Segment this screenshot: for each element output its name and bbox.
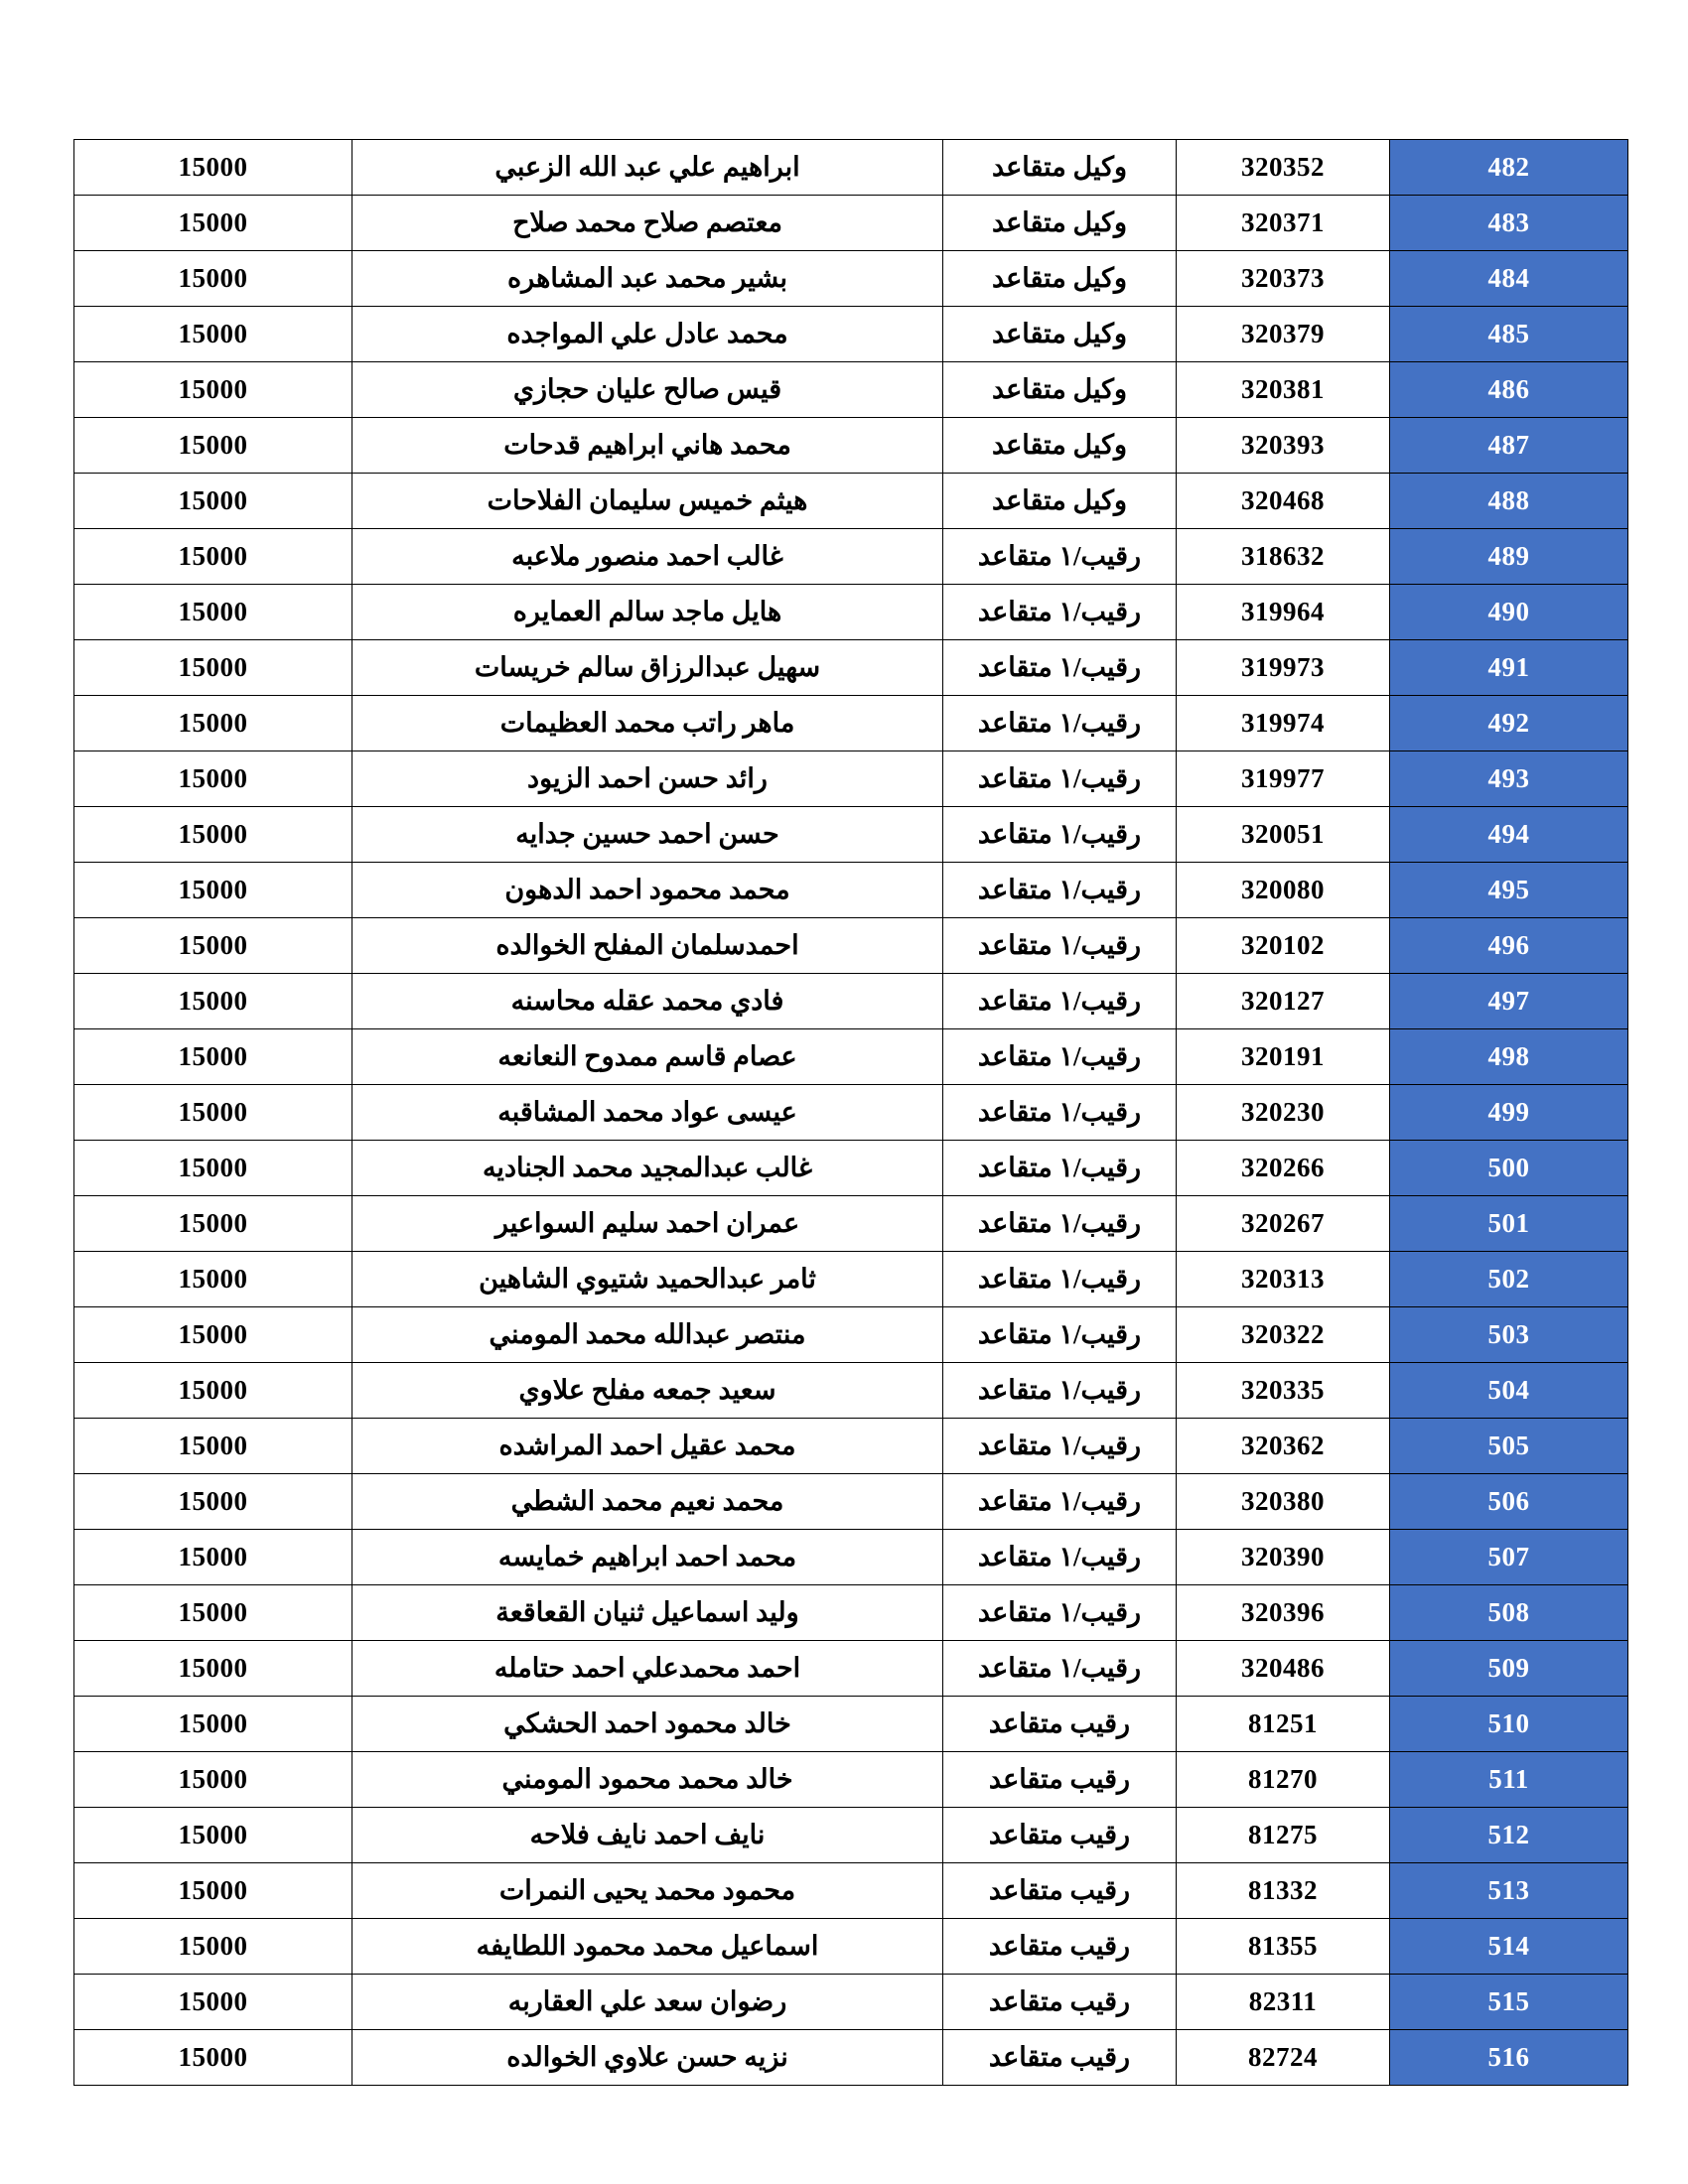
- row-name-cell: اسماعيل محمد محمود اللطايفه: [352, 1919, 943, 1975]
- table-row: [74, 474, 1628, 529]
- row-name-cell: عيسى عواد محمد المشاقبه: [352, 1085, 943, 1141]
- table-row: [74, 1585, 1628, 1641]
- row-index-cell: 497: [1390, 974, 1628, 1029]
- row-name-cell: ابراهيم علي عبد الله الزعبي: [352, 140, 943, 196]
- row-name-cell: غالب عبدالمجيد محمد الجناديه: [352, 1141, 943, 1196]
- row-rank-cell: رقيب/١ متقاعد: [943, 1252, 1177, 1307]
- row-rank-cell: رقيب/١ متقاعد: [943, 863, 1177, 918]
- table-row: [74, 1141, 1628, 1196]
- table-row: [74, 1029, 1628, 1085]
- row-amount-cell: 15000: [74, 696, 352, 751]
- row-rank-cell: رقيب/١ متقاعد: [943, 1363, 1177, 1419]
- row-index-cell: 485: [1390, 307, 1628, 362]
- table-row: [74, 2030, 1628, 2086]
- row-id-cell: 82724: [1177, 2030, 1390, 2086]
- row-rank-cell: رقيب/١ متقاعد: [943, 1196, 1177, 1252]
- row-amount-cell: 15000: [74, 1085, 352, 1141]
- row-index-cell: 503: [1390, 1307, 1628, 1363]
- row-rank-cell: وكيل متقاعد: [943, 474, 1177, 529]
- row-id-cell: 81275: [1177, 1808, 1390, 1863]
- row-name-cell: غالب احمد منصور ملاعبه: [352, 529, 943, 585]
- row-amount-cell: 15000: [74, 1919, 352, 1975]
- row-index-cell: 493: [1390, 751, 1628, 807]
- row-rank-cell: رقيب متقاعد: [943, 1697, 1177, 1752]
- row-index-cell: 507: [1390, 1530, 1628, 1585]
- row-id-cell: 320468: [1177, 474, 1390, 529]
- row-name-cell: ثامر عبدالحميد شتيوي الشاهين: [352, 1252, 943, 1307]
- row-name-cell: عصام قاسم ممدوح النعانعه: [352, 1029, 943, 1085]
- row-id-cell: 82311: [1177, 1975, 1390, 2030]
- row-name-cell: خالد محمد محمود المومني: [352, 1752, 943, 1808]
- row-rank-cell: رقيب/١ متقاعد: [943, 918, 1177, 974]
- table-row: [74, 196, 1628, 251]
- row-rank-cell: وكيل متقاعد: [943, 196, 1177, 251]
- table-row: [74, 1808, 1628, 1863]
- row-amount-cell: 15000: [74, 1585, 352, 1641]
- row-rank-cell: رقيب/١ متقاعد: [943, 529, 1177, 585]
- row-name-cell: قيس صالح عليان حجازي: [352, 362, 943, 418]
- row-rank-cell: وكيل متقاعد: [943, 140, 1177, 196]
- row-rank-cell: رقيب/١ متقاعد: [943, 807, 1177, 863]
- row-amount-cell: 15000: [74, 585, 352, 640]
- row-amount-cell: 15000: [74, 307, 352, 362]
- row-amount-cell: 15000: [74, 1029, 352, 1085]
- row-index-cell: 510: [1390, 1697, 1628, 1752]
- row-rank-cell: وكيل متقاعد: [943, 418, 1177, 474]
- row-id-cell: 320486: [1177, 1641, 1390, 1697]
- table-body: [74, 140, 1628, 2086]
- table-row: [74, 863, 1628, 918]
- row-id-cell: 320393: [1177, 418, 1390, 474]
- row-name-cell: خالد محمود احمد الحشكي: [352, 1697, 943, 1752]
- row-amount-cell: 15000: [74, 1530, 352, 1585]
- row-rank-cell: رقيب/١ متقاعد: [943, 1141, 1177, 1196]
- row-amount-cell: 15000: [74, 2030, 352, 2086]
- table-row: [74, 1474, 1628, 1530]
- row-id-cell: 318632: [1177, 529, 1390, 585]
- row-amount-cell: 15000: [74, 918, 352, 974]
- row-id-cell: 320380: [1177, 1474, 1390, 1530]
- table-row: [74, 1919, 1628, 1975]
- row-rank-cell: رقيب/١ متقاعد: [943, 1085, 1177, 1141]
- row-amount-cell: 15000: [74, 362, 352, 418]
- row-index-cell: 504: [1390, 1363, 1628, 1419]
- row-amount-cell: 15000: [74, 140, 352, 196]
- table-row: [74, 696, 1628, 751]
- row-index-cell: 484: [1390, 251, 1628, 307]
- table-row: [74, 529, 1628, 585]
- row-index-cell: 491: [1390, 640, 1628, 696]
- row-amount-cell: 15000: [74, 751, 352, 807]
- row-id-cell: 320080: [1177, 863, 1390, 918]
- row-amount-cell: 15000: [74, 1863, 352, 1919]
- row-amount-cell: 15000: [74, 1975, 352, 2030]
- row-name-cell: نزيه حسن علاوي الخوالده: [352, 2030, 943, 2086]
- row-rank-cell: رقيب/١ متقاعد: [943, 1530, 1177, 1585]
- row-name-cell: محمد محمود احمد الدهون: [352, 863, 943, 918]
- row-name-cell: رائد حسن احمد الزيود: [352, 751, 943, 807]
- row-id-cell: 319974: [1177, 696, 1390, 751]
- table-row: [74, 1307, 1628, 1363]
- row-index-cell: 516: [1390, 2030, 1628, 2086]
- row-name-cell: حسن احمد حسين جدايه: [352, 807, 943, 863]
- row-id-cell: 319964: [1177, 585, 1390, 640]
- row-id-cell: 319973: [1177, 640, 1390, 696]
- table-row: [74, 918, 1628, 974]
- row-rank-cell: رقيب/١ متقاعد: [943, 585, 1177, 640]
- table-row: [74, 1863, 1628, 1919]
- row-index-cell: 500: [1390, 1141, 1628, 1196]
- row-rank-cell: رقيب متقاعد: [943, 1863, 1177, 1919]
- row-id-cell: 320322: [1177, 1307, 1390, 1363]
- row-index-cell: 483: [1390, 196, 1628, 251]
- row-id-cell: 320335: [1177, 1363, 1390, 1419]
- row-rank-cell: رقيب متقاعد: [943, 1975, 1177, 2030]
- row-rank-cell: رقيب متقاعد: [943, 1919, 1177, 1975]
- row-name-cell: ماهر راتب محمد العظيمات: [352, 696, 943, 751]
- row-amount-cell: 15000: [74, 1363, 352, 1419]
- row-id-cell: 81355: [1177, 1919, 1390, 1975]
- row-index-cell: 512: [1390, 1808, 1628, 1863]
- row-id-cell: 320267: [1177, 1196, 1390, 1252]
- table-row: [74, 307, 1628, 362]
- row-amount-cell: 15000: [74, 1196, 352, 1252]
- row-id-cell: 320102: [1177, 918, 1390, 974]
- row-id-cell: 320230: [1177, 1085, 1390, 1141]
- table-row: [74, 1641, 1628, 1697]
- row-name-cell: محمد عادل علي المواجده: [352, 307, 943, 362]
- table-row: [74, 1419, 1628, 1474]
- row-index-cell: 514: [1390, 1919, 1628, 1975]
- row-index-cell: 494: [1390, 807, 1628, 863]
- row-rank-cell: وكيل متقاعد: [943, 362, 1177, 418]
- row-id-cell: 320362: [1177, 1419, 1390, 1474]
- row-rank-cell: رقيب/١ متقاعد: [943, 974, 1177, 1029]
- row-name-cell: محمد نعيم محمد الشطي: [352, 1474, 943, 1530]
- row-name-cell: محمود محمد يحيى النمرات: [352, 1863, 943, 1919]
- row-index-cell: 482: [1390, 140, 1628, 196]
- row-amount-cell: 15000: [74, 974, 352, 1029]
- row-id-cell: 320379: [1177, 307, 1390, 362]
- row-id-cell: 320371: [1177, 196, 1390, 251]
- row-index-cell: 486: [1390, 362, 1628, 418]
- table-row: [74, 1752, 1628, 1808]
- row-amount-cell: 15000: [74, 529, 352, 585]
- row-amount-cell: 15000: [74, 1307, 352, 1363]
- row-id-cell: 320127: [1177, 974, 1390, 1029]
- row-id-cell: 320266: [1177, 1141, 1390, 1196]
- row-rank-cell: رقيب/١ متقاعد: [943, 696, 1177, 751]
- row-name-cell: عمران احمد سليم السواعير: [352, 1196, 943, 1252]
- row-id-cell: 320051: [1177, 807, 1390, 863]
- row-rank-cell: رقيب/١ متقاعد: [943, 1419, 1177, 1474]
- row-index-cell: 509: [1390, 1641, 1628, 1697]
- row-id-cell: 320396: [1177, 1585, 1390, 1641]
- row-id-cell: 320373: [1177, 251, 1390, 307]
- row-index-cell: 508: [1390, 1585, 1628, 1641]
- table-row: [74, 1252, 1628, 1307]
- row-name-cell: محمد عقيل احمد المراشده: [352, 1419, 943, 1474]
- row-name-cell: سعيد جمعه مفلح علاوي: [352, 1363, 943, 1419]
- row-rank-cell: رقيب متقاعد: [943, 1752, 1177, 1808]
- row-amount-cell: 15000: [74, 1752, 352, 1808]
- row-id-cell: 320390: [1177, 1530, 1390, 1585]
- row-amount-cell: 15000: [74, 251, 352, 307]
- row-id-cell: 319977: [1177, 751, 1390, 807]
- table-row: [74, 974, 1628, 1029]
- row-index-cell: 499: [1390, 1085, 1628, 1141]
- row-rank-cell: رقيب متقاعد: [943, 2030, 1177, 2086]
- row-name-cell: رضوان سعد علي العقاربه: [352, 1975, 943, 2030]
- table-row: [74, 640, 1628, 696]
- row-rank-cell: وكيل متقاعد: [943, 251, 1177, 307]
- row-index-cell: 489: [1390, 529, 1628, 585]
- table-row: [74, 251, 1628, 307]
- row-amount-cell: 15000: [74, 1641, 352, 1697]
- beneficiaries-table: [73, 139, 1628, 2086]
- table-row: [74, 751, 1628, 807]
- table-row: [74, 418, 1628, 474]
- row-index-cell: 498: [1390, 1029, 1628, 1085]
- row-name-cell: وليد اسماعيل ثنيان القعاقعة: [352, 1585, 943, 1641]
- row-id-cell: 81270: [1177, 1752, 1390, 1808]
- row-id-cell: 320313: [1177, 1252, 1390, 1307]
- row-amount-cell: 15000: [74, 1419, 352, 1474]
- row-name-cell: بشير محمد عبد المشاهره: [352, 251, 943, 307]
- row-index-cell: 495: [1390, 863, 1628, 918]
- row-amount-cell: 15000: [74, 1697, 352, 1752]
- row-rank-cell: رقيب/١ متقاعد: [943, 751, 1177, 807]
- row-rank-cell: وكيل متقاعد: [943, 307, 1177, 362]
- row-rank-cell: رقيب/١ متقاعد: [943, 1585, 1177, 1641]
- table-row: [74, 1697, 1628, 1752]
- table-row: [74, 807, 1628, 863]
- row-name-cell: سهيل عبدالرزاق سالم خريسات: [352, 640, 943, 696]
- row-name-cell: فادي محمد عقله محاسنه: [352, 974, 943, 1029]
- row-name-cell: محمد احمد ابراهيم خمايسه: [352, 1530, 943, 1585]
- row-index-cell: 515: [1390, 1975, 1628, 2030]
- row-id-cell: 81251: [1177, 1697, 1390, 1752]
- row-rank-cell: رقيب/١ متقاعد: [943, 1029, 1177, 1085]
- row-amount-cell: 15000: [74, 474, 352, 529]
- table-row: [74, 1975, 1628, 2030]
- row-id-cell: 320381: [1177, 362, 1390, 418]
- row-id-cell: 320352: [1177, 140, 1390, 196]
- row-index-cell: 513: [1390, 1863, 1628, 1919]
- row-rank-cell: رقيب/١ متقاعد: [943, 1474, 1177, 1530]
- row-rank-cell: رقيب/١ متقاعد: [943, 640, 1177, 696]
- row-amount-cell: 15000: [74, 1474, 352, 1530]
- table-row: [74, 1363, 1628, 1419]
- row-id-cell: 81332: [1177, 1863, 1390, 1919]
- row-name-cell: نايف احمد نايف فلاحه: [352, 1808, 943, 1863]
- row-name-cell: هيثم خميس سليمان الفلاحات: [352, 474, 943, 529]
- row-amount-cell: 15000: [74, 1141, 352, 1196]
- row-rank-cell: رقيب/١ متقاعد: [943, 1641, 1177, 1697]
- table-row: [74, 1085, 1628, 1141]
- row-id-cell: 320191: [1177, 1029, 1390, 1085]
- row-name-cell: احمدسلمان المفلح الخوالده: [352, 918, 943, 974]
- table-row: [74, 585, 1628, 640]
- row-name-cell: منتصر عبدالله محمد المومني: [352, 1307, 943, 1363]
- row-index-cell: 506: [1390, 1474, 1628, 1530]
- row-amount-cell: 15000: [74, 640, 352, 696]
- row-name-cell: احمد محمدعلي احمد حتامله: [352, 1641, 943, 1697]
- row-amount-cell: 15000: [74, 807, 352, 863]
- table-row: [74, 1196, 1628, 1252]
- row-rank-cell: رقيب/١ متقاعد: [943, 1307, 1177, 1363]
- row-index-cell: 488: [1390, 474, 1628, 529]
- row-index-cell: 487: [1390, 418, 1628, 474]
- row-amount-cell: 15000: [74, 863, 352, 918]
- row-index-cell: 502: [1390, 1252, 1628, 1307]
- row-index-cell: 511: [1390, 1752, 1628, 1808]
- row-amount-cell: 15000: [74, 418, 352, 474]
- row-index-cell: 496: [1390, 918, 1628, 974]
- row-rank-cell: رقيب متقاعد: [943, 1808, 1177, 1863]
- row-index-cell: 505: [1390, 1419, 1628, 1474]
- table-row: [74, 1530, 1628, 1585]
- row-name-cell: معتصم صلاح محمد صلاح: [352, 196, 943, 251]
- row-amount-cell: 15000: [74, 1252, 352, 1307]
- table-row: [74, 362, 1628, 418]
- table-row: [74, 140, 1628, 196]
- row-name-cell: محمد هاني ابراهيم قدحات: [352, 418, 943, 474]
- row-index-cell: 490: [1390, 585, 1628, 640]
- row-index-cell: 501: [1390, 1196, 1628, 1252]
- row-amount-cell: 15000: [74, 1808, 352, 1863]
- row-index-cell: 492: [1390, 696, 1628, 751]
- row-amount-cell: 15000: [74, 196, 352, 251]
- row-name-cell: هايل ماجد سالم العمايره: [352, 585, 943, 640]
